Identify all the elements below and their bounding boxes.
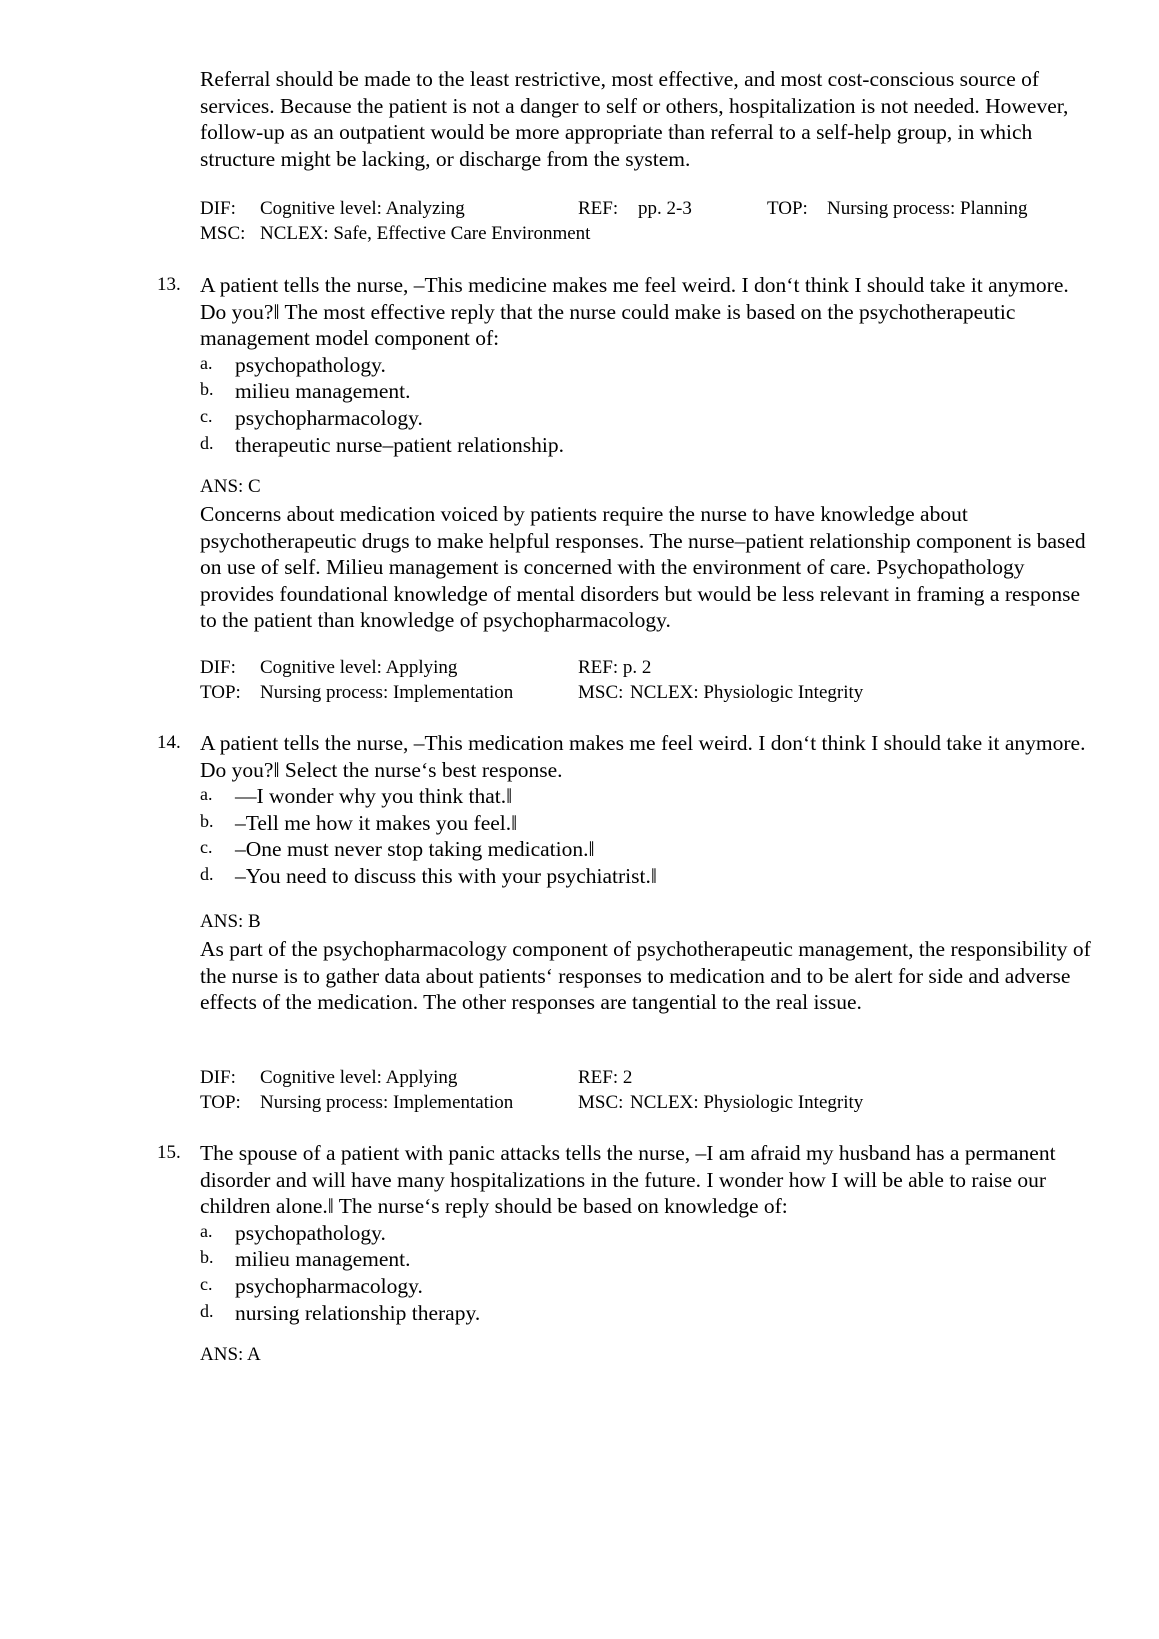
question-stem: The spouse of a patient with panic attacks tells the nurse, ‒I am afraid my husband has a permanent disorder and will have many hospitalizations in the future. I wonder how I will be able to raise our children alone.‖ The nurse‘s reply should be based on knowledge of: <box>200 1141 1056 1219</box>
option-letter: a. <box>200 1220 213 1241</box>
dif-value: Cognitive level: Applying <box>260 1067 458 1088</box>
dif-value: Cognitive level: Applying <box>260 657 458 678</box>
option-letter: a. <box>200 784 213 805</box>
top-label: TOP: <box>200 1091 241 1113</box>
q14-meta-row-2 <box>200 1091 1100 1116</box>
msc-label: MSC: <box>578 1091 624 1113</box>
option-letter: c. <box>200 1273 213 1294</box>
option-letter: a. <box>200 352 213 373</box>
question-number: 15. <box>157 1142 181 1163</box>
option-b <box>200 378 1100 405</box>
answer-rationale: As part of the psychopharmacology component of psychotherapeutic management, the responsibility of the nurse is to gather data about patients‘ responses to medication and to be alert for side and adverse effects of the medication. The other responses are tangential to the real issue. <box>200 937 1097 1015</box>
option-letter: d. <box>200 432 214 453</box>
option-a <box>200 352 1100 379</box>
q12-meta-row-2 <box>200 222 1100 247</box>
q13-meta-row-2 <box>200 681 1100 706</box>
dif-label: DIF: <box>200 198 236 219</box>
option-c <box>200 836 1100 863</box>
q15-answer-block <box>200 1343 1100 1367</box>
question-stem: A patient tells the nurse, ‒This medicine makes me feel weird. I don‘t think I should take it anymore. Do you?‖ The most effective reply that the nurse could make is based on the psychotherapeutic management model component of: <box>200 273 1069 351</box>
dif-label: DIF: <box>200 1067 236 1088</box>
option-b <box>200 810 1100 837</box>
option-text: ‒You need to discuss this with your psychiatrist.‖ <box>235 863 657 888</box>
ref-text: REF: p. 2 <box>578 657 652 678</box>
q12-rationale-block <box>200 66 1100 172</box>
option-d <box>200 1300 1100 1327</box>
question-number: 13. <box>157 274 181 295</box>
top-label: TOP: <box>200 681 241 703</box>
msc-value: NCLEX: Physiologic Integrity <box>630 1091 864 1113</box>
option-c <box>200 405 1100 432</box>
option-text: ‒One must never stop taking medication.‖ <box>235 837 595 862</box>
option-text: nursing relationship therapy. <box>235 1300 481 1325</box>
option-letter: d. <box>200 863 214 884</box>
q12-rationale: Referral should be made to the least restrictive, most effective, and most cost-conscious source of services. Because the patient is not a danger to self or others, hospitalization is not needed. However, follow-up as an outpatient would be more appropriate than referral to a self-help group, in which structure might be lacking, or discharge from the system. <box>200 67 1074 171</box>
top-value: Nursing process: Implementation <box>260 1091 514 1113</box>
top-label: TOP: <box>767 198 808 219</box>
option-text: psychopathology. <box>235 352 386 377</box>
q12-meta <box>200 197 1100 246</box>
option-c <box>200 1273 1100 1300</box>
option-text: ‒Tell me how it makes you feel.‖ <box>235 810 518 835</box>
question-number: 14. <box>157 732 181 753</box>
q12-meta-row-1 <box>200 197 1100 222</box>
option-d <box>200 863 1100 890</box>
option-a <box>200 1220 1100 1247</box>
option-letter: b. <box>200 379 214 400</box>
option-letter: b. <box>200 810 214 831</box>
option-text: ―I wonder why you think that.‖ <box>235 784 513 809</box>
question-15 <box>200 1140 1100 1326</box>
msc-value: NCLEX: Safe, Effective Care Environment <box>260 222 591 244</box>
msc-value: NCLEX: Physiologic Integrity <box>630 681 864 703</box>
option-letter: c. <box>200 405 213 426</box>
option-letter: b. <box>200 1247 214 1268</box>
option-text: psychopathology. <box>235 1220 386 1245</box>
question-14 <box>200 730 1100 890</box>
answer-rationale: Concerns about medication voiced by patients require the nurse to have knowledge about psychotherapeutic drugs to make helpful responses. The nurse–patient relationship component is based on use of self. Milieu management is concerned with the environment of care. Psychopathology provides foundational knowledge of mental disorders but would be less relevant in framing a response to the patient than knowledge of psychopharmacology. <box>200 502 1092 633</box>
option-text: milieu management. <box>235 1247 411 1272</box>
top-value: Nursing process: Implementation <box>260 681 514 703</box>
option-letter: d. <box>200 1300 214 1321</box>
dif-value: Cognitive level: Analyzing <box>260 198 465 219</box>
option-text: therapeutic nurse–patient relationship. <box>235 432 564 457</box>
q13-meta-row-1 <box>200 656 1100 681</box>
answer-key: ANS: C <box>200 476 261 497</box>
q14-meta <box>200 1066 1100 1115</box>
option-text: psychopharmacology. <box>235 405 423 430</box>
answer-key: ANS: B <box>200 911 261 932</box>
option-text: psychopharmacology. <box>235 1273 423 1298</box>
ref-value: pp. 2-3 <box>638 198 692 219</box>
q13-meta <box>200 656 1100 705</box>
q13-answer-block <box>200 475 1100 634</box>
q14-answer-block <box>200 910 1100 1016</box>
option-letter: c. <box>200 837 213 858</box>
dif-label: DIF: <box>200 657 236 678</box>
msc-label: MSC: <box>578 681 624 703</box>
ref-label: REF: <box>578 198 619 219</box>
msc-label: MSC: <box>200 222 246 244</box>
option-text: milieu management. <box>235 379 411 404</box>
option-b <box>200 1246 1100 1273</box>
question-stem: A patient tells the nurse, ‒This medication makes me feel weird. I don‘t think I should take it anymore. Do you?‖ Select the nurse‘s best response. <box>200 731 1086 782</box>
answer-key: ANS: A <box>200 1344 261 1365</box>
question-13 <box>200 272 1100 458</box>
top-value: Nursing process: Planning <box>827 198 1028 219</box>
q14-meta-row-1 <box>200 1066 1100 1091</box>
option-a <box>200 783 1100 810</box>
ref-text: REF: 2 <box>578 1067 633 1088</box>
option-d <box>200 432 1100 459</box>
